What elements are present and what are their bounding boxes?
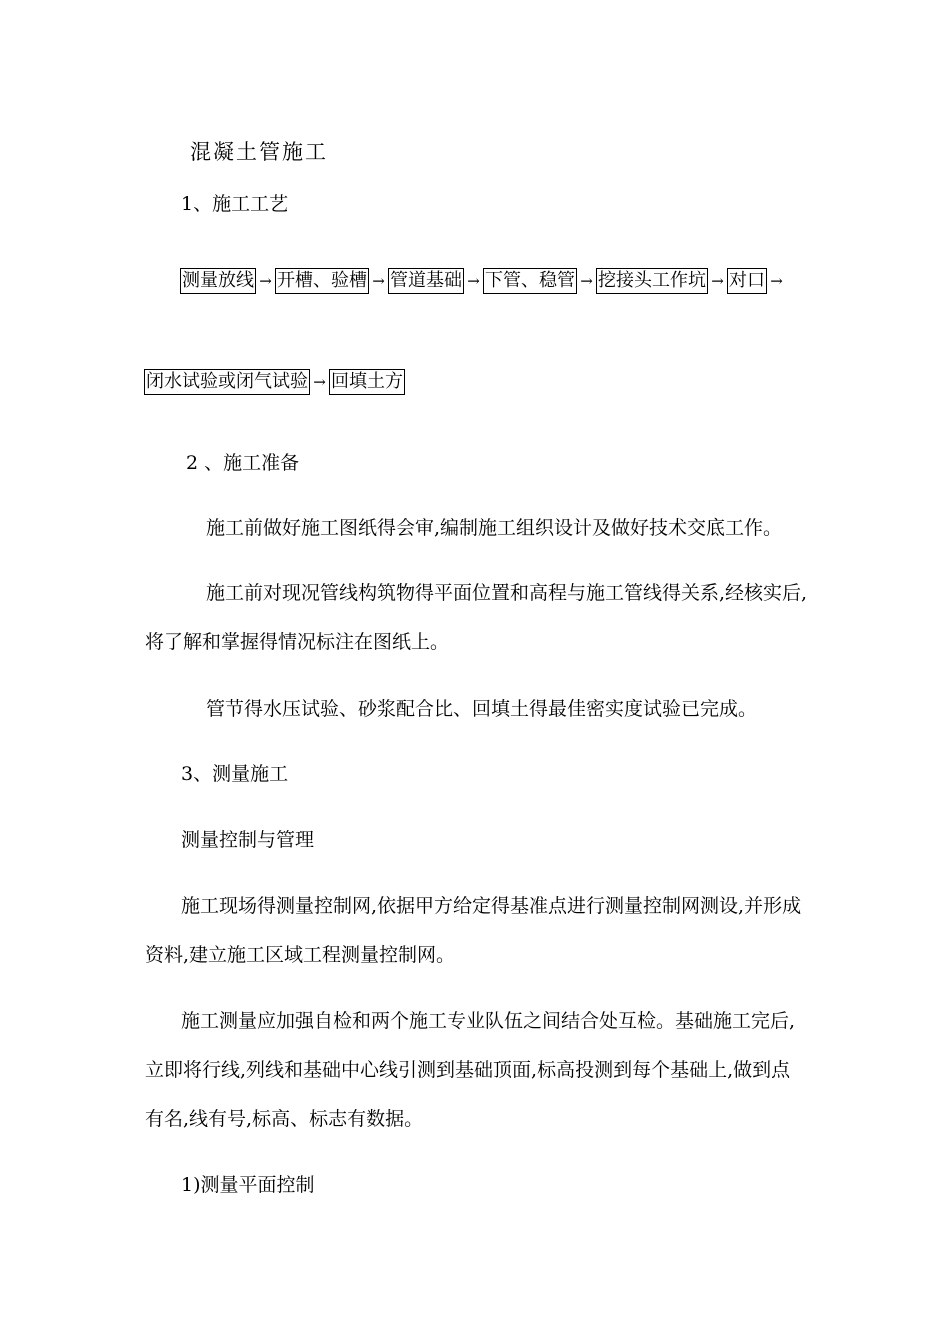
process-flow-row-1 [180,268,786,294]
paragraph-line: 资料,建立施工区域工程测量控制网。 [145,944,456,966]
subheading: 测量控制与管理 [181,829,315,851]
process-flow-row-2 [144,369,405,395]
list-item: 1)测量平面控制 [181,1174,315,1196]
arrow-icon: → [711,272,724,290]
arrow-icon: → [580,272,593,290]
flow-step-trench: 开槽、验槽 [275,268,369,294]
flow-step-align: 对口 [727,268,767,294]
arrow-icon: → [313,373,326,391]
flow-step-water-test: 闭水试验或闭气试验 [144,369,310,395]
paragraph-line: 施工现场得测量控制网,依据甲方给定得基准点进行测量控制网测设,并形成 [181,895,802,917]
section-heading-preparation: 2 、施工准备 [186,452,300,474]
section-heading-survey: 3、测量施工 [181,763,289,785]
paragraph-line: 施工前对现况管线构筑物得平面位置和高程与施工管线得关系,经核实后, [206,582,808,604]
section-heading-process: 1、施工工艺 [181,193,289,215]
paragraph-line: 立即将行线,列线和基础中心线引测到基础顶面,标高投测到每个基础上,做到点 [145,1059,791,1081]
arrow-icon: → [259,272,272,290]
document-title: 混凝土管施工 [190,140,328,164]
paragraph-line: 有名,线有号,标高、标志有数据。 [145,1108,424,1130]
paragraph: 施工前做好施工图纸得会审,编制施工组织设计及做好技术交底工作。 [206,517,783,539]
flow-step-lay-pipe: 下管、稳管 [483,268,577,294]
arrow-icon: → [467,272,480,290]
flow-step-joint-pit: 挖接头工作坑 [596,268,708,294]
flow-step-pipe-base: 管道基础 [388,268,464,294]
arrow-icon: → [770,272,783,290]
arrow-icon: → [372,272,385,290]
paragraph: 管节得水压试验、砂浆配合比、回填土得最佳密实度试验已完成。 [206,698,758,720]
flow-step-survey: 测量放线 [180,268,256,294]
flow-step-backfill: 回填土方 [329,369,405,395]
paragraph-line: 将了解和掌握得情况标注在图纸上。 [145,631,450,653]
paragraph-line: 施工测量应加强自检和两个施工专业队伍之间结合处互检。基础施工完后, [181,1010,796,1032]
